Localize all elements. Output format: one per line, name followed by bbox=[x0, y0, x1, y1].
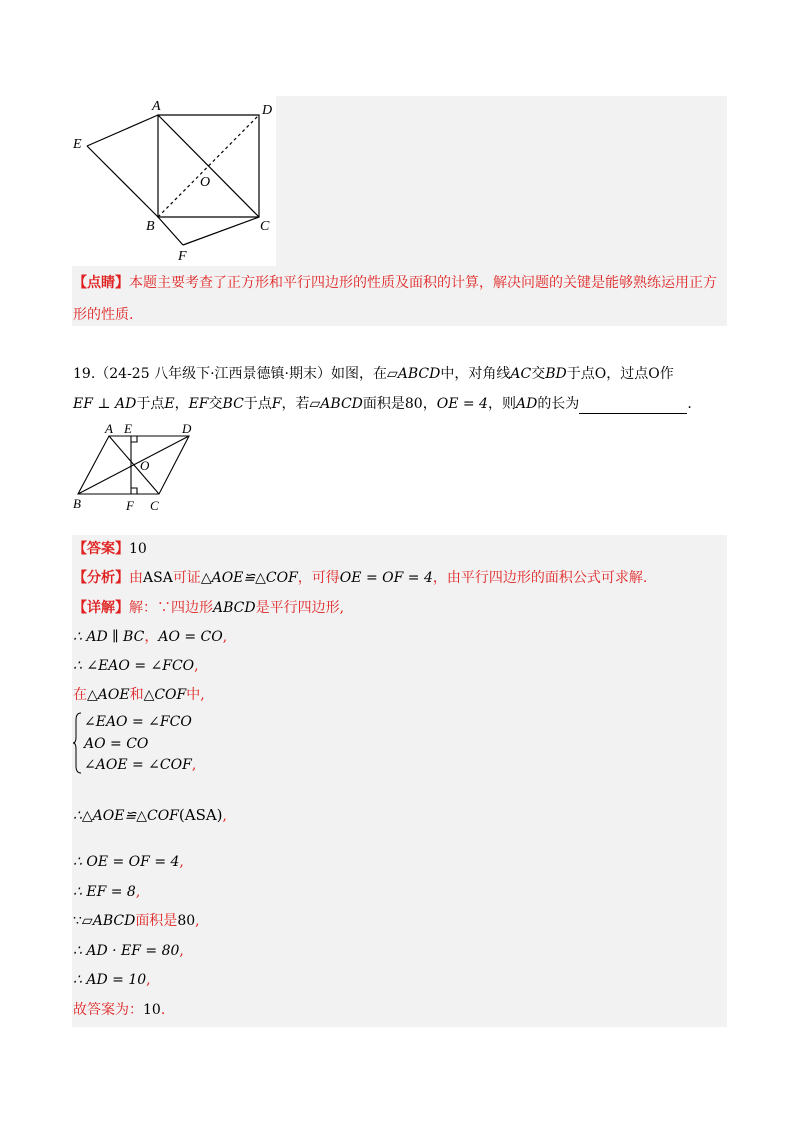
math-bc: BC bbox=[222, 396, 244, 412]
label-c: C bbox=[260, 219, 270, 234]
answer-line bbox=[73, 539, 147, 559]
math-ao-eq-co: AO = CO bbox=[158, 629, 223, 645]
punct: , bbox=[191, 757, 197, 773]
math-abcd: ABCD bbox=[320, 396, 363, 412]
right-angle-e bbox=[131, 436, 137, 442]
math-ad-parallel-bc: ∴ AD ∥ BC bbox=[73, 629, 145, 645]
math-abcd: ABCD bbox=[397, 366, 441, 382]
math-ef: ∴ EF = 8 bbox=[73, 884, 136, 900]
math-because: ∵ bbox=[73, 913, 82, 929]
math-f: F bbox=[271, 396, 282, 412]
analysis-text: ，可得 bbox=[297, 570, 340, 586]
question-text: ，若 bbox=[281, 396, 310, 412]
math-ef-perp-ad: EF ⊥ AD bbox=[73, 396, 137, 412]
label-a: A bbox=[105, 421, 113, 436]
math-asa: (ASA) bbox=[178, 806, 223, 824]
review-text-1: 本题主要考查了正方形和平行四边形的性质及面积的计算，解决问题的关键是能够熟练运用正方 bbox=[129, 275, 717, 291]
question-text: 交 bbox=[531, 366, 546, 382]
detail-text: 和 bbox=[129, 687, 144, 703]
question-text: 于点 bbox=[566, 366, 595, 382]
review-text-2: 形的性质. bbox=[73, 307, 134, 323]
math-ad: AD bbox=[515, 396, 538, 412]
math-oe-of: ∴ OE = OF = 4 bbox=[73, 854, 180, 870]
parallelogram-symbol: ▱ bbox=[386, 366, 398, 382]
detail-text: 在 bbox=[73, 687, 87, 703]
detail-line-5 bbox=[73, 852, 184, 872]
math-area: 80 bbox=[177, 913, 196, 929]
answer-tag: 【答案】 bbox=[73, 541, 129, 557]
math-ac: AC bbox=[510, 366, 532, 382]
punct: , bbox=[179, 854, 184, 870]
punct: , bbox=[222, 629, 228, 645]
system-line-3 bbox=[84, 755, 196, 775]
label-c: C bbox=[150, 498, 159, 513]
label-d: D bbox=[262, 103, 273, 118]
math-o: O bbox=[594, 366, 607, 382]
math-o: O bbox=[648, 366, 660, 382]
punct: , bbox=[195, 913, 200, 929]
analysis-line bbox=[73, 568, 647, 588]
question-text: 于点 bbox=[136, 396, 165, 412]
detail-line-3 bbox=[73, 685, 205, 705]
question-text: 作 bbox=[659, 366, 674, 382]
geometry-figure-square bbox=[72, 96, 276, 266]
question-text: ， bbox=[422, 396, 437, 412]
math-cof: △COF bbox=[143, 687, 187, 703]
question-line-1 bbox=[73, 364, 674, 384]
label-o: O bbox=[140, 458, 150, 473]
math-e: E bbox=[164, 396, 175, 412]
punct: . bbox=[160, 1002, 166, 1018]
detail-line-9 bbox=[73, 970, 151, 990]
detail-line-2 bbox=[73, 656, 199, 676]
label-e: E bbox=[124, 421, 132, 436]
punct: , bbox=[194, 658, 199, 674]
question-line-2 bbox=[73, 394, 692, 414]
punct: , bbox=[179, 943, 184, 959]
math-aoe: △AOE bbox=[87, 687, 130, 703]
question-text: 的长为 bbox=[537, 396, 580, 412]
detail-line-1 bbox=[73, 627, 227, 647]
label-a: A bbox=[152, 99, 161, 114]
detail-line-7 bbox=[73, 911, 200, 931]
math-abcd: ABCD bbox=[213, 600, 256, 616]
math-product: ∴ AD · EF = 80 bbox=[73, 943, 180, 959]
analysis-text: 可证 bbox=[172, 570, 201, 586]
math-congruence: △AOE≌△COF bbox=[200, 570, 298, 586]
punct: , bbox=[222, 808, 227, 824]
label-f: F bbox=[126, 498, 134, 513]
math-angle-aoe-cof: ∠AOE = ∠COF bbox=[84, 757, 192, 773]
detail-text: 四边形 bbox=[171, 600, 213, 616]
question-text: 于点 bbox=[243, 396, 272, 412]
detail-text: 是平行四边形, bbox=[255, 600, 345, 616]
punct: , bbox=[135, 884, 141, 900]
analysis-text: 由 bbox=[129, 570, 143, 586]
label-e: E bbox=[73, 137, 82, 152]
label-d: D bbox=[182, 421, 192, 436]
math-congruence: ∴△AOE≌△COF bbox=[73, 808, 179, 824]
analysis-tag: 【分析】 bbox=[73, 570, 129, 586]
question-text: 中，对角线 bbox=[440, 366, 511, 382]
math-asa: ASA bbox=[143, 570, 173, 586]
math-ef: EF bbox=[188, 396, 209, 412]
question-text: ， bbox=[174, 396, 189, 412]
analysis-text: ，由平行四边形的面积公式可求解. bbox=[432, 570, 648, 586]
math-area: 80 bbox=[404, 396, 423, 412]
label-b: B bbox=[73, 496, 81, 511]
question-text: . bbox=[687, 396, 692, 412]
review-tag: 【点睛】 bbox=[73, 275, 129, 291]
detail-line-10 bbox=[73, 1000, 165, 1020]
detail-line-6 bbox=[73, 882, 140, 902]
diagonal-bd bbox=[78, 436, 189, 494]
punct: ， bbox=[144, 629, 159, 645]
label-f: F bbox=[178, 249, 187, 264]
detail-text: 面积是 bbox=[135, 913, 178, 929]
right-angle-f bbox=[131, 488, 137, 494]
question-text: 交 bbox=[208, 396, 223, 412]
parallelogram-symbol: ▱ bbox=[81, 913, 93, 929]
review-line-1 bbox=[73, 273, 717, 293]
parallelogram-symbol: ▱ bbox=[309, 396, 321, 412]
math-ad-eq: ∴ AD = 10 bbox=[73, 972, 147, 988]
label-b: B bbox=[146, 219, 155, 234]
detail-line-4 bbox=[73, 805, 227, 826]
answer-blank[interactable] bbox=[579, 397, 687, 414]
review-line-2 bbox=[73, 305, 133, 325]
detail-text: 解：∵ bbox=[129, 600, 171, 616]
system-brace bbox=[73, 712, 83, 774]
math-oe-of: OE = OF = 4 bbox=[339, 570, 433, 586]
detail-tag: 【详解】 bbox=[73, 600, 129, 616]
punct: , bbox=[146, 972, 151, 988]
label-o: O bbox=[200, 175, 211, 190]
question-text: 面积是 bbox=[362, 396, 405, 412]
detail-text: 故答案为： bbox=[73, 1002, 143, 1018]
answer-value: 10 bbox=[129, 541, 147, 557]
question-text: ，则 bbox=[487, 396, 516, 412]
answer-value: 10 bbox=[143, 1002, 161, 1018]
question-prefix: 19.（24-25 八年级下·江西景德镇·期末）如图，在 bbox=[73, 366, 387, 382]
system-line-1: ∠EAO = ∠FCO bbox=[84, 714, 192, 730]
detail-line-8 bbox=[73, 941, 184, 961]
question-text: ，过点 bbox=[606, 366, 649, 382]
detail-line-0 bbox=[73, 598, 344, 618]
geometry-figure-parallelogram bbox=[72, 418, 202, 514]
math-bd: BD bbox=[545, 366, 567, 382]
detail-text: 中, bbox=[186, 687, 205, 703]
system-line-2: AO = CO bbox=[84, 736, 149, 752]
math-abcd: ABCD bbox=[92, 913, 136, 929]
math-angle-eq: ∴ ∠EAO = ∠FCO bbox=[73, 658, 195, 674]
math-oe-eq: OE = 4 bbox=[436, 396, 488, 412]
